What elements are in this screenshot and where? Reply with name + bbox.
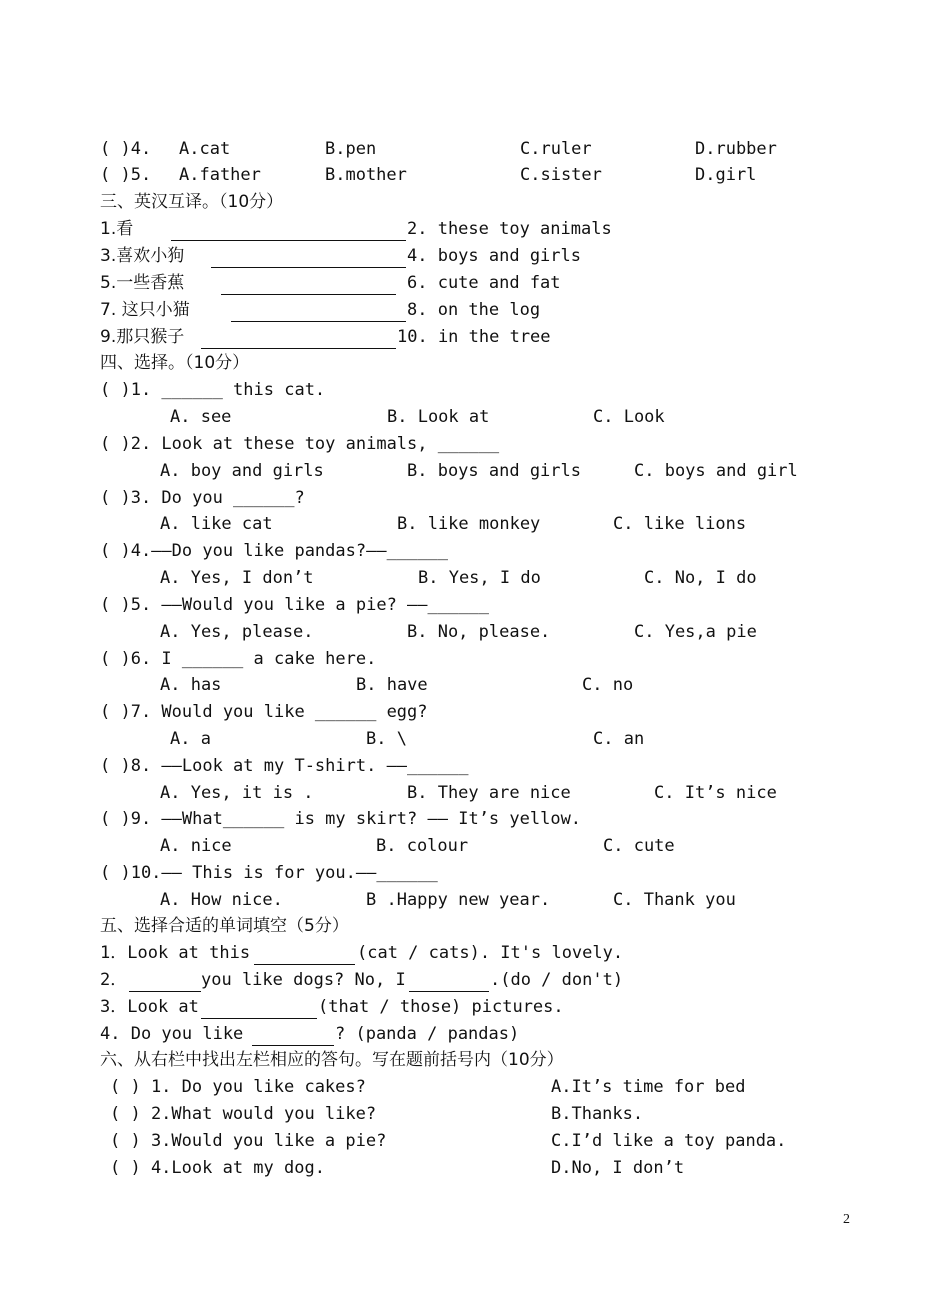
option-b: B .Happy new year.	[366, 890, 551, 910]
answer-blank[interactable]	[201, 348, 396, 349]
choice-question-6: ( )6. I ______ a cake here.	[100, 649, 377, 669]
fill-text: 1．Look at this	[100, 943, 251, 963]
choice-question-8: ( )8. ——Look at my T-shirt. ——______	[100, 756, 469, 776]
translation-prompt: 2. these toy animals	[407, 219, 612, 239]
translation-prompt: 9.那只猴子	[100, 327, 185, 347]
fill-text: 2．	[100, 970, 128, 990]
match-question: ( ) 1. Do you like cakes?	[110, 1077, 366, 1097]
answer-blank[interactable]	[129, 991, 201, 992]
section5-heading: 五、选择合适的单词填空（5分）	[100, 916, 349, 936]
answer-blank[interactable]	[201, 1018, 317, 1019]
option-c: C. cute	[603, 836, 675, 856]
option-b: B. No, please.	[407, 622, 551, 642]
answer-blank[interactable]	[171, 240, 406, 241]
option-a: A. Yes, it is .	[160, 783, 314, 803]
option-b: B.mother	[325, 165, 407, 185]
option-c: C. Thank you	[613, 890, 736, 910]
match-answer: A.It’s time for bed	[551, 1077, 746, 1097]
option-a: A. boy and girls	[160, 461, 324, 481]
option-b: B.pen	[325, 139, 377, 159]
option-a: A. see	[170, 407, 232, 427]
option-c: C. boys and girl	[634, 461, 798, 481]
answer-blank[interactable]	[409, 991, 489, 992]
fill-text: 3．Look at	[100, 997, 199, 1017]
section6-heading: 六、从右栏中找出左栏相应的答句。写在题前括号内（10分）	[100, 1050, 564, 1070]
match-question: ( ) 3.Would you like a pie?	[110, 1131, 387, 1151]
choice-question-1: ( )1. ______ this cat.	[100, 380, 326, 400]
option-a: A. nice	[160, 836, 232, 856]
answer-blank[interactable]	[221, 294, 396, 295]
choice-question-4: ( )4.——Do you like pandas?——______	[100, 541, 448, 561]
fill-text: .(do / don't)	[490, 970, 624, 990]
option-b: B. \	[366, 729, 407, 749]
choice-question-9: ( )9. ——What______ is my skirt? —— It’s yellow.	[100, 809, 582, 829]
option-b: B. They are nice	[407, 783, 571, 803]
question-number: ( )4.	[100, 139, 152, 159]
option-a: A. has	[160, 675, 222, 695]
option-a: A. Yes, I don’t	[160, 568, 314, 588]
option-a: A. like cat	[160, 514, 273, 534]
question-number: ( )5.	[100, 165, 152, 185]
option-c: C. Look	[593, 407, 665, 427]
option-b: B. colour	[376, 836, 469, 856]
fill-text: 4. Do you like	[100, 1024, 244, 1044]
option-c: C. no	[582, 675, 634, 695]
option-a: A. a	[170, 729, 211, 749]
answer-blank[interactable]	[231, 321, 406, 322]
translation-prompt: 7. 这只小猫	[100, 300, 190, 320]
option-c: C.ruler	[520, 139, 592, 159]
answer-blank[interactable]	[254, 964, 355, 965]
fill-text: (that / those) pictures.	[318, 997, 564, 1017]
option-c: C. like lions	[613, 514, 747, 534]
option-b: B. boys and girls	[407, 461, 581, 481]
choice-question-2: ( )2. Look at these toy animals, ______	[100, 434, 500, 454]
choice-question-3: ( )3. Do you ______?	[100, 488, 305, 508]
match-question: ( ) 4.Look at my dog.	[110, 1158, 325, 1178]
match-answer: D.No, I don’t	[551, 1158, 685, 1178]
option-c: C. Yes,a pie	[634, 622, 757, 642]
section3-heading: 三、英汉互译。（10分）	[100, 192, 284, 212]
option-b: B. Yes, I do	[418, 568, 541, 588]
option-a: A. How nice.	[160, 890, 283, 910]
section4-heading: 四、选择。（10分）	[100, 353, 250, 373]
option-a: A.father	[179, 165, 261, 185]
option-b: B. have	[356, 675, 428, 695]
translation-prompt: 4. boys and girls	[407, 246, 581, 266]
option-c: C.sister	[520, 165, 602, 185]
option-a: A.cat	[179, 139, 231, 159]
choice-question-7: ( )7. Would you like ______ egg?	[100, 702, 428, 722]
translation-prompt: 1.看	[100, 219, 134, 239]
translation-prompt: 8. on the log	[407, 300, 541, 320]
translation-prompt: 3.喜欢小狗	[100, 246, 185, 266]
fill-text: (cat / cats). It's lovely.	[357, 943, 624, 963]
choice-question-5: ( )5. ——Would you like a pie? ——______	[100, 595, 489, 615]
fill-text: you like dogs? No, I	[201, 970, 406, 990]
answer-blank[interactable]	[211, 267, 406, 268]
match-answer: B.Thanks.	[551, 1104, 644, 1124]
option-d: D.girl	[695, 165, 757, 185]
option-c: C. No, I do	[644, 568, 757, 588]
translation-prompt: 10. in the tree	[397, 327, 551, 347]
option-d: D.rubber	[695, 139, 777, 159]
option-c: C. an	[593, 729, 645, 749]
translation-prompt: 6. cute and fat	[407, 273, 561, 293]
translation-prompt: 5.一些香蕉	[100, 273, 185, 293]
option-c: C. It’s nice	[654, 783, 777, 803]
fill-text: ? (panda / pandas)	[335, 1024, 520, 1044]
page-number: 2	[843, 1212, 850, 1227]
choice-question-10: ( )10.—— This is for you.——______	[100, 863, 438, 883]
match-question: ( ) 2.What would you like?	[110, 1104, 377, 1124]
option-a: A. Yes, please.	[160, 622, 314, 642]
option-b: B. Look at	[387, 407, 490, 427]
match-answer: C.I’d like a toy panda.	[551, 1131, 787, 1151]
answer-blank[interactable]	[252, 1045, 334, 1046]
option-b: B. like monkey	[397, 514, 541, 534]
